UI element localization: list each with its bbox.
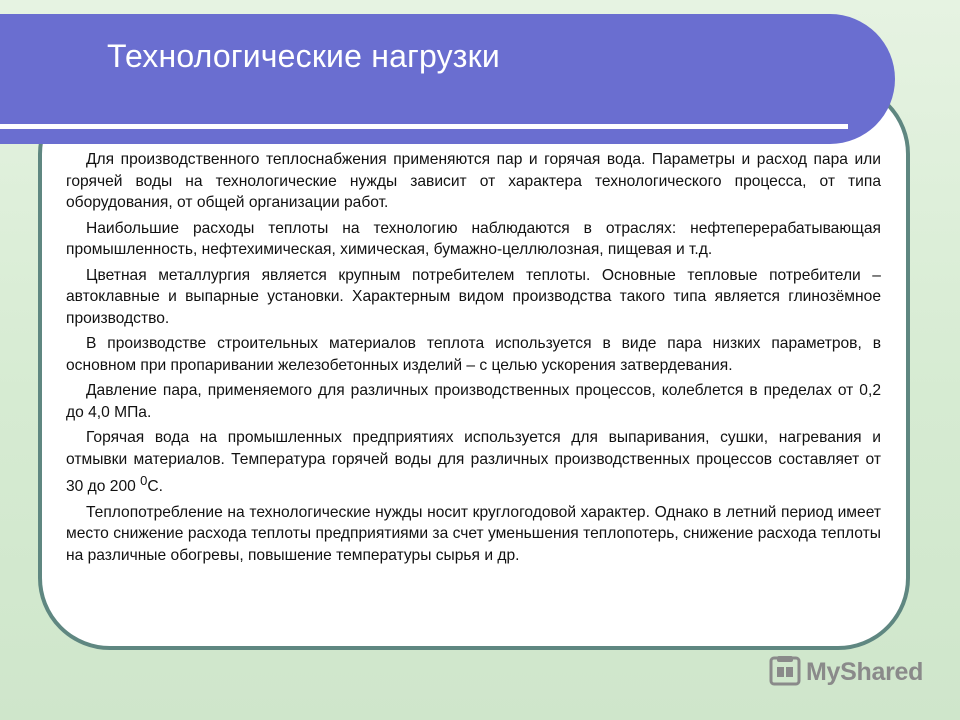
temperature-unit: С. xyxy=(147,478,163,496)
paragraph-industries: Наибольшие расходы теплоты на технологию наблюдаются в отраслях: нефтеперерабатывающая промышленность, нефтехимическая, химическая, бумажно-целлюлозная, пищевая и т.д. xyxy=(66,219,881,258)
paragraph-steam-pressure: Давление пара, применяемого для различных производственных процессов, колеблется в пределах от 0,2 до 4,0 МПа. xyxy=(66,382,881,421)
paragraph-metallurgy: Цветная металлургия является крупным потребителем теплоты. Основные тепловые потребители – автоклавные и выпарные установки. Характерным видом производства такого типа является глинозёмное производство. xyxy=(66,266,881,327)
body-text xyxy=(66,149,881,570)
watermark-text: MyShared xyxy=(806,657,924,686)
title-underline xyxy=(0,124,848,129)
myshared-logo-icon xyxy=(768,655,802,689)
slide-title: Технологические нагрузки xyxy=(107,38,500,74)
paragraph-steam-hot-water: Для производственного теплоснабжения применяются пар и горячая вода. Параметры и расход пара или горячей воды на технологические нужды зависит от характера технологического процесса, от типа оборудования, от общей организации работ. xyxy=(66,151,881,211)
paragraph-building-materials: В производстве строительных материалов теплота используется в виде пара низких параметров, в основном при пропаривании железобетонных изделий – с целью ускорения затвердевания. xyxy=(66,335,881,374)
paragraph-year-round: Теплопотребление на технологические нужды носит круглогодовой характер. Однако в летний период имеет место снижение расхода теплоты предприятиями за счет уменьшения теплопотерь, снижение расхода теплоты на различные обогревы, повышение температуры сырья и др. xyxy=(66,503,881,564)
degree-superscript: 0 xyxy=(140,473,148,488)
watermark xyxy=(768,655,923,689)
hot-water-text: Горячая вода на промышленных предприятиях используется для выпаривания, сушки, нагревания и отмывки материалов. Температура горячей воды для различных производственных процессов составляет от 30 до 200 xyxy=(66,429,881,496)
paragraph-hot-water xyxy=(66,427,881,498)
